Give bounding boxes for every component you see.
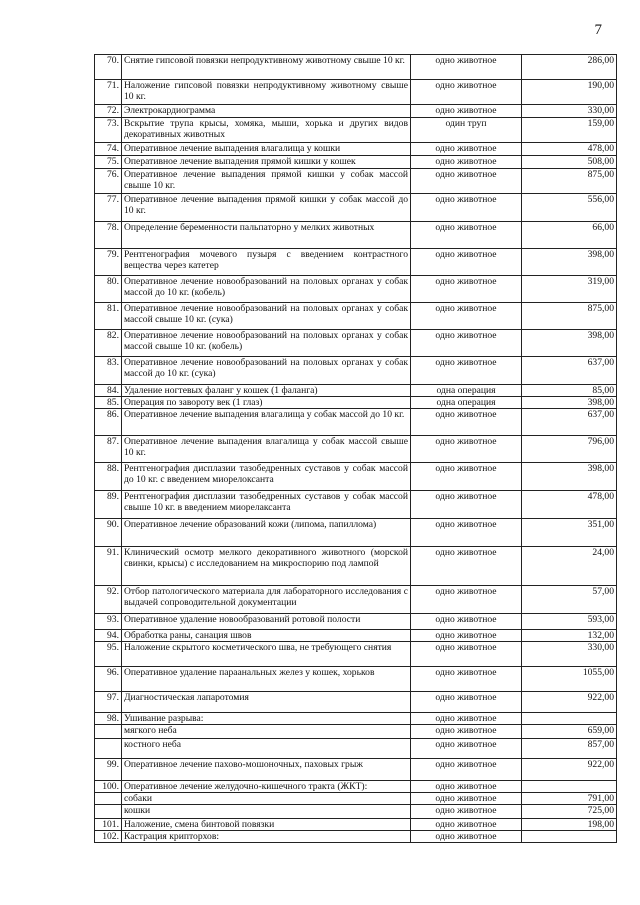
table-row [95,819,617,831]
service-name: Оперативное лечение выпадения влагалища у собак массой свыше 10 кг. [122,436,411,463]
service-name: Оперативное лечение выпадения прямой кишки у собак массой до 10 кг. [122,194,411,222]
service-name: собаки [122,793,411,805]
row-number: 94. [95,630,122,642]
table-row [95,436,617,463]
row-number: 83. [95,357,122,385]
service-name: Рентгенография мочевого пузыря с введением контрастного вещества через катетер [122,249,411,276]
service-price: 637,00 [522,357,617,385]
row-number: 73. [95,118,122,143]
service-price: 556,00 [522,194,617,222]
unit-of-measure: одно животное [411,436,522,463]
service-price: 24,00 [522,547,617,586]
row-number: 75. [95,156,122,169]
table-row [95,143,617,156]
service-price: 190,00 [522,80,617,105]
service-name: Диагностическая лапаротомия [122,692,411,713]
unit-of-measure: одно животное [411,156,522,169]
table-row [95,80,617,105]
service-price: 57,00 [522,586,617,614]
service-price: 1055,00 [522,667,617,692]
table-row [95,805,617,819]
service-name: Определение беременности пальпаторно у мелких животных [122,222,411,249]
table-row [95,357,617,385]
unit-of-measure: одно животное [411,586,522,614]
row-number: 82. [95,330,122,357]
service-name: Оперативное лечение желудочно-кишечного тракта (ЖКТ): [122,781,411,793]
service-name: Наложение скрытого косметического шва, не требующего снятия [122,642,411,667]
table-row [95,692,617,713]
service-name: Удаление ногтевых фаланг у кошек (1 фаланга) [122,385,411,397]
service-name: Оперативное лечение новообразований на половых органах у собак массой до 10 кг. (сука) [122,357,411,385]
row-number: 85. [95,397,122,409]
unit-of-measure: одно животное [411,143,522,156]
service-price: 351,00 [522,519,617,547]
service-price: 922,00 [522,759,617,781]
table-row [95,725,617,739]
service-name: Наложение гипсовой повязки непродуктивному животному свыше 10 кг. [122,80,411,105]
unit-of-measure: одно животное [411,713,522,725]
service-name: Рентгенография дисплазии тазобедренных суставов у собак массой до 10 кг. с введением миорелоксанта [122,463,411,491]
row-number: 86. [95,409,122,436]
row-number: 98. [95,713,122,725]
table-row [95,491,617,519]
unit-of-measure: одно животное [411,725,522,739]
unit-of-measure: одно животное [411,249,522,276]
table-row [95,397,617,409]
table-row [95,303,617,330]
row-number: 72. [95,105,122,118]
service-price: 398,00 [522,463,617,491]
unit-of-measure: одно животное [411,793,522,805]
unit-of-measure: одно животное [411,759,522,781]
service-price: 725,00 [522,805,617,819]
service-name: Оперативное лечение выпадения влагалища у кошки [122,143,411,156]
service-price: 508,00 [522,156,617,169]
row-number: 91. [95,547,122,586]
service-name: Кастрация крипторхов: [122,831,411,843]
unit-of-measure: одно животное [411,547,522,586]
table-row [95,630,617,642]
service-price [522,781,617,793]
service-price: 330,00 [522,105,617,118]
price-table [94,54,617,843]
row-number [95,805,122,819]
table-row [95,547,617,586]
service-price: 875,00 [522,303,617,330]
service-price [522,831,617,843]
table-row [95,739,617,759]
table-row [95,586,617,614]
service-name: Операция по завороту век (1 глаз) [122,397,411,409]
service-price: 478,00 [522,491,617,519]
row-number: 97. [95,692,122,713]
row-number: 78. [95,222,122,249]
service-name: Отбор патологического материала для лабораторного исследования с выдачей сопроводительной документации [122,586,411,614]
service-name: Электрокардиограмма [122,105,411,118]
service-name: Оперативное удаление новообразований ротовой полости [122,614,411,630]
service-name: мягкого неба [122,725,411,739]
service-name: Оперативное лечение выпадения влагалища у собак массой до 10 кг. [122,409,411,436]
service-price: 922,00 [522,692,617,713]
table-row [95,781,617,793]
service-name: Рентгенография дисплазии тазобедренных суставов у собак массой свыше 10 кг. в введением миорелаксанта [122,491,411,519]
table-row [95,249,617,276]
row-number: 99. [95,759,122,781]
table-row [95,759,617,781]
service-price: 637,00 [522,409,617,436]
unit-of-measure: одно животное [411,194,522,222]
price-table-body [95,55,617,843]
unit-of-measure: одно животное [411,819,522,831]
service-price: 159,00 [522,118,617,143]
page-number: 7 [594,22,602,38]
unit-of-measure: одна операция [411,385,522,397]
service-name: Ушивание разрыва: [122,713,411,725]
unit-of-measure: одно животное [411,519,522,547]
table-row [95,831,617,843]
row-number: 80. [95,276,122,303]
row-number [95,793,122,805]
service-price: 659,00 [522,725,617,739]
unit-of-measure: одно животное [411,781,522,793]
table-row [95,222,617,249]
unit-of-measure: одно животное [411,739,522,759]
row-number: 100. [95,781,122,793]
row-number [95,725,122,739]
service-price: 85,00 [522,385,617,397]
row-number: 71. [95,80,122,105]
unit-of-measure: одно животное [411,169,522,194]
service-price: 198,00 [522,819,617,831]
service-name: костного неба [122,739,411,759]
service-name: Вскрытие трупа крысы, хомяка, мыши, хорька и других видов декоративных животных [122,118,411,143]
unit-of-measure: одно животное [411,80,522,105]
service-name: Оперативное лечение новообразований на половых органах у собак массой свыше 10 кг. (кобель) [122,330,411,357]
service-name: Наложение, смена бинтовой повязки [122,819,411,831]
table-row [95,463,617,491]
service-price: 857,00 [522,739,617,759]
unit-of-measure: одно животное [411,692,522,713]
row-number: 102. [95,831,122,843]
row-number: 88. [95,463,122,491]
unit-of-measure: одно животное [411,667,522,692]
service-name: Оперативное лечение новообразований на половых органах у собак массой свыше 10 кг. (сука) [122,303,411,330]
row-number: 77. [95,194,122,222]
table-row [95,156,617,169]
service-price: 66,00 [522,222,617,249]
service-name: Оперативное лечение образований кожи (липома, папиллома) [122,519,411,547]
service-price: 398,00 [522,397,617,409]
unit-of-measure: одно животное [411,630,522,642]
row-number: 90. [95,519,122,547]
table-row [95,194,617,222]
unit-of-measure: одно животное [411,831,522,843]
table-row [95,169,617,194]
row-number: 76. [95,169,122,194]
unit-of-measure: одно животное [411,463,522,491]
table-row [95,642,617,667]
table-row [95,614,617,630]
service-price: 398,00 [522,330,617,357]
unit-of-measure: одно животное [411,614,522,630]
unit-of-measure: одно животное [411,357,522,385]
row-number [95,739,122,759]
service-name: Оперативное удаление параанальных желез у кошек, хорьков [122,667,411,692]
service-name: Оперативное лечение выпадения прямой кишки у собак массой свыше 10 кг. [122,169,411,194]
unit-of-measure: одно животное [411,303,522,330]
service-name: Клинический осмотр мелкого декоративного животного (морской свинки, крысы) с исследованием на микроспорию под лампой [122,547,411,586]
row-number: 93. [95,614,122,630]
table-row [95,118,617,143]
service-name: Оперативное лечение новообразований на половых органах у собак массой до 10 кг. (кобель) [122,276,411,303]
row-number: 92. [95,586,122,614]
row-number: 89. [95,491,122,519]
unit-of-measure: одно животное [411,491,522,519]
unit-of-measure: одно животное [411,222,522,249]
table-row [95,330,617,357]
service-name: кошки [122,805,411,819]
row-number: 96. [95,667,122,692]
row-number: 101. [95,819,122,831]
row-number: 84. [95,385,122,397]
unit-of-measure: одно животное [411,409,522,436]
unit-of-measure: одно животное [411,55,522,80]
service-price: 791,00 [522,793,617,805]
unit-of-measure: одно животное [411,276,522,303]
row-number: 81. [95,303,122,330]
table-row [95,105,617,118]
unit-of-measure: одна операция [411,397,522,409]
table-row [95,276,617,303]
table-row [95,409,617,436]
table-row [95,519,617,547]
table-row [95,55,617,80]
row-number: 79. [95,249,122,276]
service-price: 330,00 [522,642,617,667]
service-price: 875,00 [522,169,617,194]
service-price: 593,00 [522,614,617,630]
service-name: Оперативное лечение выпадения прямой кишки у кошек [122,156,411,169]
service-name: Снятие гипсовой повязки непродуктивному животному свыше 10 кг. [122,55,411,80]
table-row [95,667,617,692]
row-number: 87. [95,436,122,463]
row-number: 70. [95,55,122,80]
service-price: 132,00 [522,630,617,642]
service-price: 319,00 [522,276,617,303]
row-number: 74. [95,143,122,156]
service-price: 398,00 [522,249,617,276]
table-row [95,793,617,805]
table-row [95,385,617,397]
unit-of-measure: один труп [411,118,522,143]
unit-of-measure: одно животное [411,105,522,118]
row-number: 95. [95,642,122,667]
unit-of-measure: одно животное [411,330,522,357]
unit-of-measure: одно животное [411,642,522,667]
service-price [522,713,617,725]
service-name: Оперативное лечение пахово-мошоночных, паховых грыж [122,759,411,781]
table-row [95,713,617,725]
service-price: 796,00 [522,436,617,463]
service-name: Обработка раны, санация швов [122,630,411,642]
service-price: 478,00 [522,143,617,156]
unit-of-measure: одно животное [411,805,522,819]
service-price: 286,00 [522,55,617,80]
